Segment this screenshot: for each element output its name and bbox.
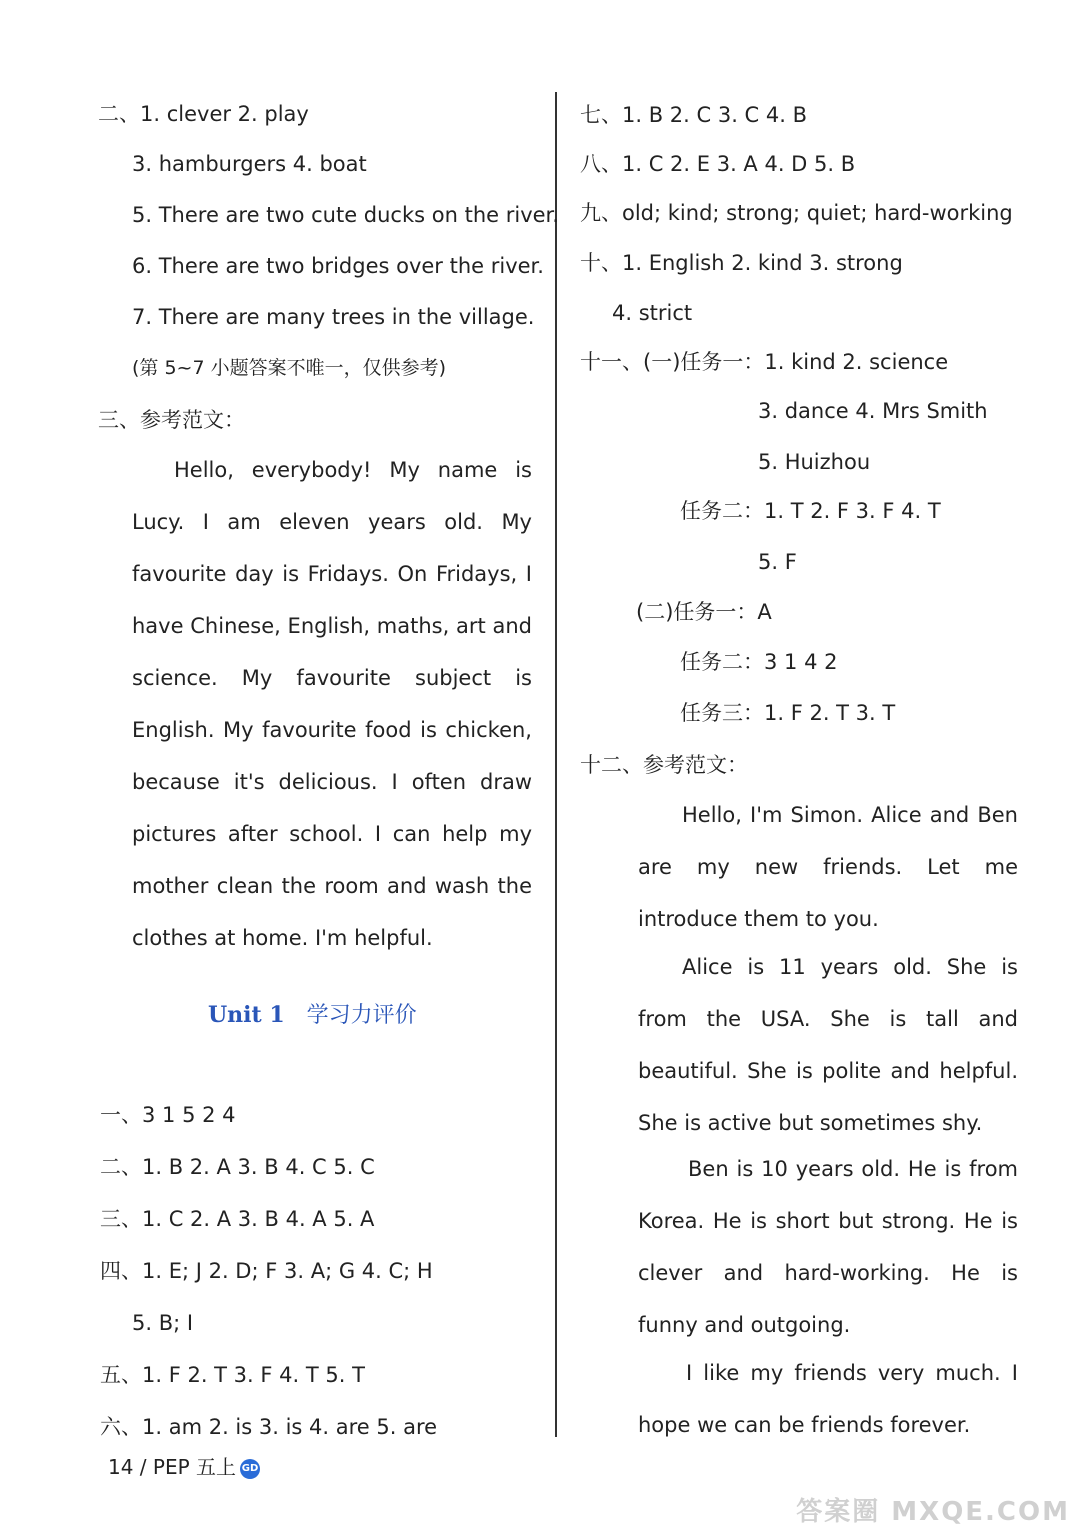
right-line-11e: 5. F — [758, 550, 797, 574]
unit-answer-4: 四、1. E; J 2. D; F 3. A; G 4. C; H — [100, 1259, 433, 1283]
right-line-9: 九、old; kind; strong; quiet; hard-working — [580, 201, 1013, 225]
unit-answer-1: 一、3 1 5 2 4 — [100, 1103, 236, 1127]
right-line-11b: 3. dance 4. Mrs Smith — [758, 399, 988, 423]
q2-line-5: 7. There are many trees in the village. — [132, 305, 535, 329]
gd-badge-icon: GD — [240, 1459, 260, 1479]
right-line-11c: 5. Huizhou — [758, 450, 871, 474]
q2-line-1: 二、1. clever 2. play — [98, 102, 309, 126]
right-line-12: 十二、参考范文： — [580, 753, 748, 777]
right-line-8: 八、1. C 2. E 3. A 4. D 5. B — [580, 152, 856, 176]
q2-line-3: 5. There are two cute ducks on the river. — [132, 203, 559, 227]
right-essay-p2: Alice is 11 years old. She is from the USA. She is tall and beautiful. She is polite and helpful. She is active but sometimes shy. — [638, 955, 1018, 1135]
q2-line-2: 3. hamburgers 4. boat — [132, 152, 367, 176]
q2-note: (第 5~7 小题答案不唯一，仅供参考) — [132, 357, 447, 379]
right-essay-p4: I like my friends very much. I hope we can be friends forever. — [638, 1361, 1018, 1437]
left-essay: Hello, everybody! My name is Lucy. I am eleven years old. My favourite day is Fridays. On Fridays, I have Chinese, English, maths, art and science. My favourite subject is English. My favourite food is chicken, because it's delicious. I often draw pictures after school. I can help my mother clean the room and wash the clothes at home. I'm helpful. — [132, 458, 532, 950]
right-line-11g: 任务二：3 1 4 2 — [680, 650, 838, 674]
unit-answer-6: 六、1. am 2. is 3. is 4. are 5. are — [100, 1415, 438, 1439]
unit-answer-4b: 5. B; I — [132, 1311, 194, 1335]
page-number: 14 / PEP 五上 — [108, 1455, 237, 1479]
right-line-7: 七、1. B 2. C 3. C 4. B — [580, 103, 808, 127]
watermark: 答案圈 MXQE.COM — [796, 1497, 1070, 1527]
right-essay-p3: Ben is 10 years old. He is from Korea. He is short but strong. He is clever and hard-working. He is funny and outgoing. — [638, 1157, 1018, 1337]
right-line-10b: 4. strict — [612, 301, 693, 325]
right-line-11f: (二)任务一：A — [636, 600, 772, 624]
q3-heading: 三、参考范文： — [98, 408, 245, 432]
right-essay-p1: Hello, I'm Simon. Alice and Ben are my new friends. Let me introduce them to you. — [638, 803, 1018, 931]
right-line-11: 十一、(一)任务一：1. kind 2. science — [580, 350, 949, 374]
page-footer — [108, 1451, 260, 1480]
q2-line-4: 6. There are two bridges over the river. — [132, 254, 544, 278]
unit-answer-5: 五、1. F 2. T 3. F 4. T 5. T — [100, 1363, 365, 1387]
right-line-10: 十、1. English 2. kind 3. strong — [580, 251, 903, 275]
unit-answer-3: 三、1. C 2. A 3. B 4. A 5. A — [100, 1207, 375, 1231]
right-line-11h: 任务三：1. F 2. T 3. T — [680, 701, 896, 725]
unit-title: Unit 1 学习力评价 — [208, 1002, 417, 1028]
unit-answer-2: 二、1. B 2. A 3. B 4. C 5. C — [100, 1155, 375, 1179]
column-divider — [555, 92, 557, 1437]
right-line-11d: 任务二：1. T 2. F 3. F 4. T — [680, 499, 941, 523]
